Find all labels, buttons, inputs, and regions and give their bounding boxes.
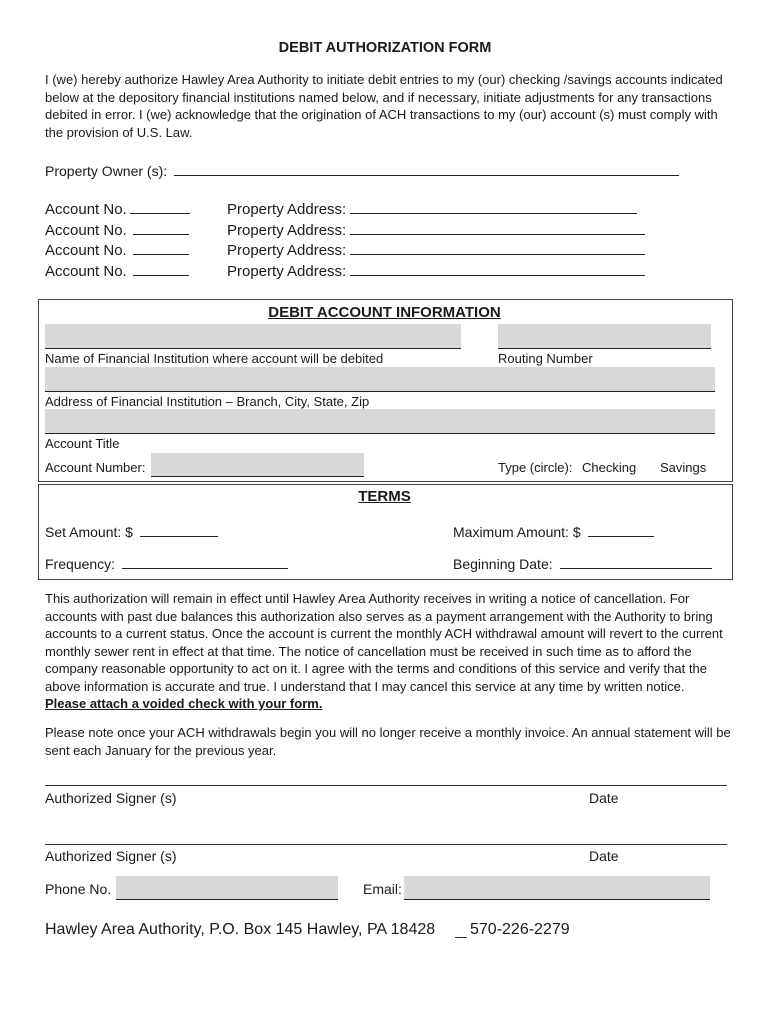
account-list bbox=[45, 200, 190, 282]
intro-paragraph: I (we) hereby authorize Hawley Area Authority to initiate debit entries to my (our) checking /savings accounts indicated below at the depository financial institutions named below, and if necessary, initiate adjustments for any transactions debited in error. I (we) acknowledge that the origination of ACH transactions to my (our) account (s) must comply with the provision of U.S. Law. bbox=[45, 72, 723, 140]
beginning-date-label: Beginning Date: bbox=[453, 556, 553, 572]
authorization-paragraph bbox=[45, 590, 725, 713]
beginning-date-row bbox=[453, 556, 712, 572]
property-address-label: Property Address: bbox=[227, 221, 347, 239]
institution-name-label: Name of Financial Institution where account will be debited bbox=[45, 351, 384, 366]
property-owner-label: Property Owner (s): bbox=[45, 163, 168, 179]
account-field[interactable] bbox=[130, 201, 190, 214]
frequency-row bbox=[45, 556, 288, 572]
set-amount-label: Set Amount: $ bbox=[45, 524, 133, 540]
account-field[interactable] bbox=[133, 242, 189, 255]
footer-divider bbox=[455, 937, 467, 938]
property-address-label: Property Address: bbox=[227, 262, 347, 280]
date-label-2: Date bbox=[589, 848, 619, 864]
footer-address: Hawley Area Authority, P.O. Box 145 Hawley, PA 18428 bbox=[45, 921, 436, 938]
type-savings-option[interactable]: Savings bbox=[660, 460, 707, 475]
routing-number-label: Routing Number bbox=[498, 351, 593, 366]
attach-check-note: Please attach a voided check with your form. bbox=[45, 696, 323, 711]
account-field[interactable] bbox=[133, 222, 189, 235]
terms-heading: TERMS bbox=[358, 488, 411, 505]
account-label: Account No. bbox=[45, 221, 127, 239]
property-address-row bbox=[227, 262, 645, 283]
property-address-field[interactable] bbox=[350, 222, 645, 235]
account-label: Account No. bbox=[45, 201, 127, 218]
type-label: Type (circle): bbox=[498, 460, 573, 475]
institution-address-label: Address of Financial Institution – Branch, City, State, Zip bbox=[45, 394, 370, 409]
property-address-label: Property Address: bbox=[227, 201, 347, 218]
email-field[interactable] bbox=[404, 876, 710, 900]
signer-label-1: Authorized Signer (s) bbox=[45, 790, 177, 806]
authorization-text: This authorization will remain in effect until Hawley Area Authority receives in writing a notice of cancellation. For accounts with past due balances this authorization also serves as a payment arrangement with the Authority to bring accounts to a current status. Once the account is current the monthly ACH withdrawal amount will revert to the current monthly sewer rent in effect at that time. The notice of cancellation must be received in such time as to afford the company reasonable opportunity to act on it. I agree with the terms and conditions of this service and verify that the above information is accurate and true. I understand that I may cancel this service at any time by written notice. bbox=[45, 591, 723, 694]
account-label: Account No. bbox=[45, 262, 127, 280]
property-address-field[interactable] bbox=[350, 263, 645, 276]
form-title: DEBIT AUTHORIZATION FORM bbox=[278, 40, 492, 56]
property-address-row bbox=[227, 200, 645, 221]
set-amount-field[interactable] bbox=[140, 524, 218, 537]
property-owner-row bbox=[45, 163, 679, 179]
account-title-label: Account Title bbox=[45, 436, 120, 451]
footer-phone: 570-226-2279 bbox=[470, 921, 570, 938]
email-label: Email: bbox=[363, 881, 402, 897]
frequency-label: Frequency: bbox=[45, 556, 116, 572]
routing-number-field[interactable] bbox=[498, 324, 711, 349]
institution-name-field[interactable] bbox=[45, 324, 461, 349]
invoice-note: Please note once your ACH withdrawals begin you will no longer receive a monthly invoice. An annual statement will be sent each January for the previous year. bbox=[45, 725, 731, 758]
date-label-1: Date bbox=[589, 790, 619, 806]
signature-line-1[interactable] bbox=[45, 785, 727, 786]
account-row bbox=[45, 241, 190, 262]
account-row bbox=[45, 262, 190, 283]
account-row bbox=[45, 221, 190, 242]
set-amount-row bbox=[45, 524, 218, 540]
property-address-list bbox=[227, 200, 645, 282]
signer-label-2: Authorized Signer (s) bbox=[45, 848, 177, 864]
account-field[interactable] bbox=[133, 263, 189, 276]
type-checking-option[interactable]: Checking bbox=[582, 460, 637, 475]
maximum-amount-row bbox=[453, 524, 654, 540]
account-number-field[interactable] bbox=[151, 453, 364, 477]
property-address-row bbox=[227, 221, 645, 242]
institution-address-field[interactable] bbox=[45, 367, 715, 392]
property-address-row bbox=[227, 241, 645, 262]
account-number-label: Account Number: bbox=[45, 460, 146, 475]
maximum-amount-label: Maximum Amount: $ bbox=[453, 524, 581, 540]
property-address-field[interactable] bbox=[350, 242, 645, 255]
account-label: Account No. bbox=[45, 242, 127, 259]
phone-label: Phone No. bbox=[45, 881, 112, 897]
debit-section-heading: DEBIT ACCOUNT INFORMATION bbox=[268, 304, 501, 321]
signature-line-2[interactable] bbox=[45, 844, 727, 845]
phone-field[interactable] bbox=[116, 876, 338, 900]
account-row bbox=[45, 200, 190, 221]
property-owner-field[interactable] bbox=[174, 163, 679, 176]
property-address-label: Property Address: bbox=[227, 242, 347, 259]
account-title-field[interactable] bbox=[45, 409, 715, 434]
property-address-field[interactable] bbox=[350, 201, 637, 214]
maximum-amount-field[interactable] bbox=[588, 524, 654, 537]
frequency-field[interactable] bbox=[122, 556, 288, 569]
beginning-date-field[interactable] bbox=[560, 556, 712, 569]
